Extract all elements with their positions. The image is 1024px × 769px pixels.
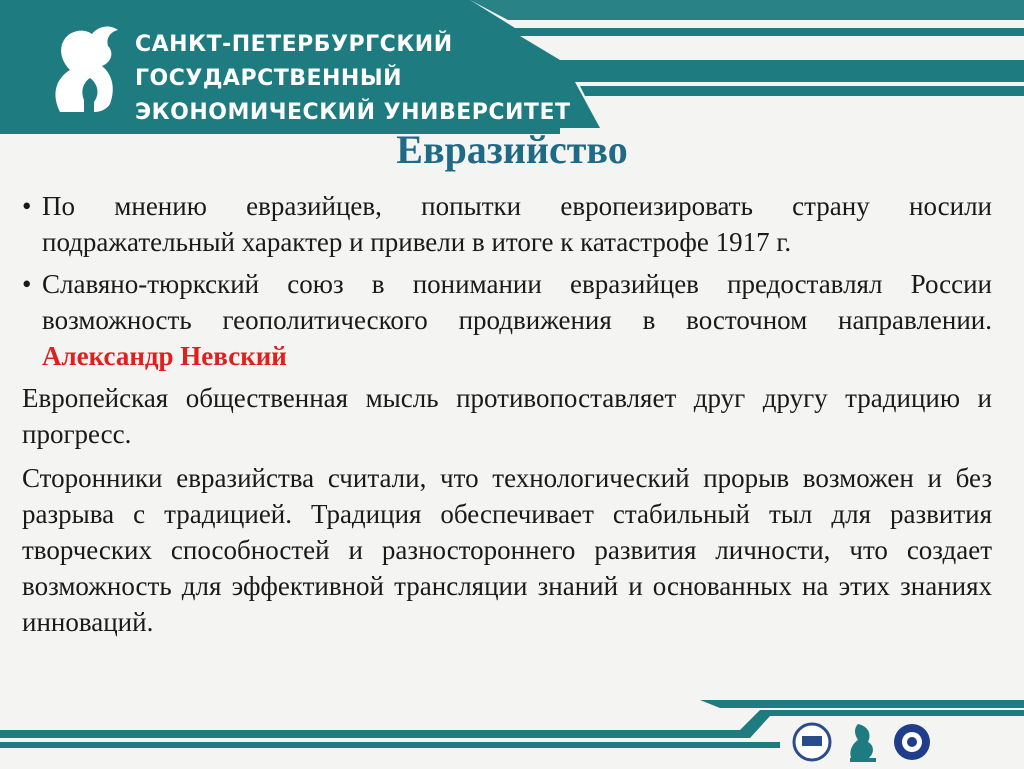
emblem-icon — [894, 724, 930, 760]
bullet-marker: • — [22, 269, 32, 299]
university-logo-text — [135, 28, 570, 130]
bullet-text: По мнению евразийцев, попытки европеизировать страну носили подражательный характер и привели в итоге к катастрофе 1917 г. — [42, 191, 992, 257]
header-banner — [0, 0, 1024, 140]
university-seal-icon — [794, 724, 830, 760]
bullet-item — [22, 188, 992, 260]
slide-body — [22, 188, 992, 640]
slide-title: Евразийство — [396, 127, 628, 172]
bullet-text — [42, 266, 992, 374]
paragraph: Сторонники евразийства считали, что технологический прорыв возможен и без разрыва с традицией. Традиция обеспечивает стабильный тыл для развития творческих способностей и разностороннего развития личности, что создает возможность для эффективной трансляции знаний и основанных на этих знаниях инноваций. — [22, 463, 992, 637]
bullet-text-main: Славяно-тюркский союз в понимании евразийцев предоставлял России возможность геополитического продвижения в восточном направлении. — [42, 269, 992, 335]
footer-badges — [790, 718, 950, 764]
bullet-marker: • — [22, 191, 32, 221]
logo-line-1: САНКТ-ПЕТЕРБУРГСКИЙ — [135, 32, 453, 57]
finec-logo-icon — [850, 724, 876, 762]
griffin-icon — [40, 22, 130, 117]
bullet-item — [22, 266, 992, 374]
paragraph: Европейская общественная мысль противопоставляет друг другу традицию и прогресс. — [22, 383, 992, 449]
logo-line-2: ГОСУДАРСТВЕННЫЙ — [135, 66, 403, 91]
highlight-name: Александр Невский — [42, 341, 287, 371]
logo-line-3: ЭКОНОМИЧЕСКИЙ УНИВЕРСИТЕТ — [135, 100, 571, 125]
